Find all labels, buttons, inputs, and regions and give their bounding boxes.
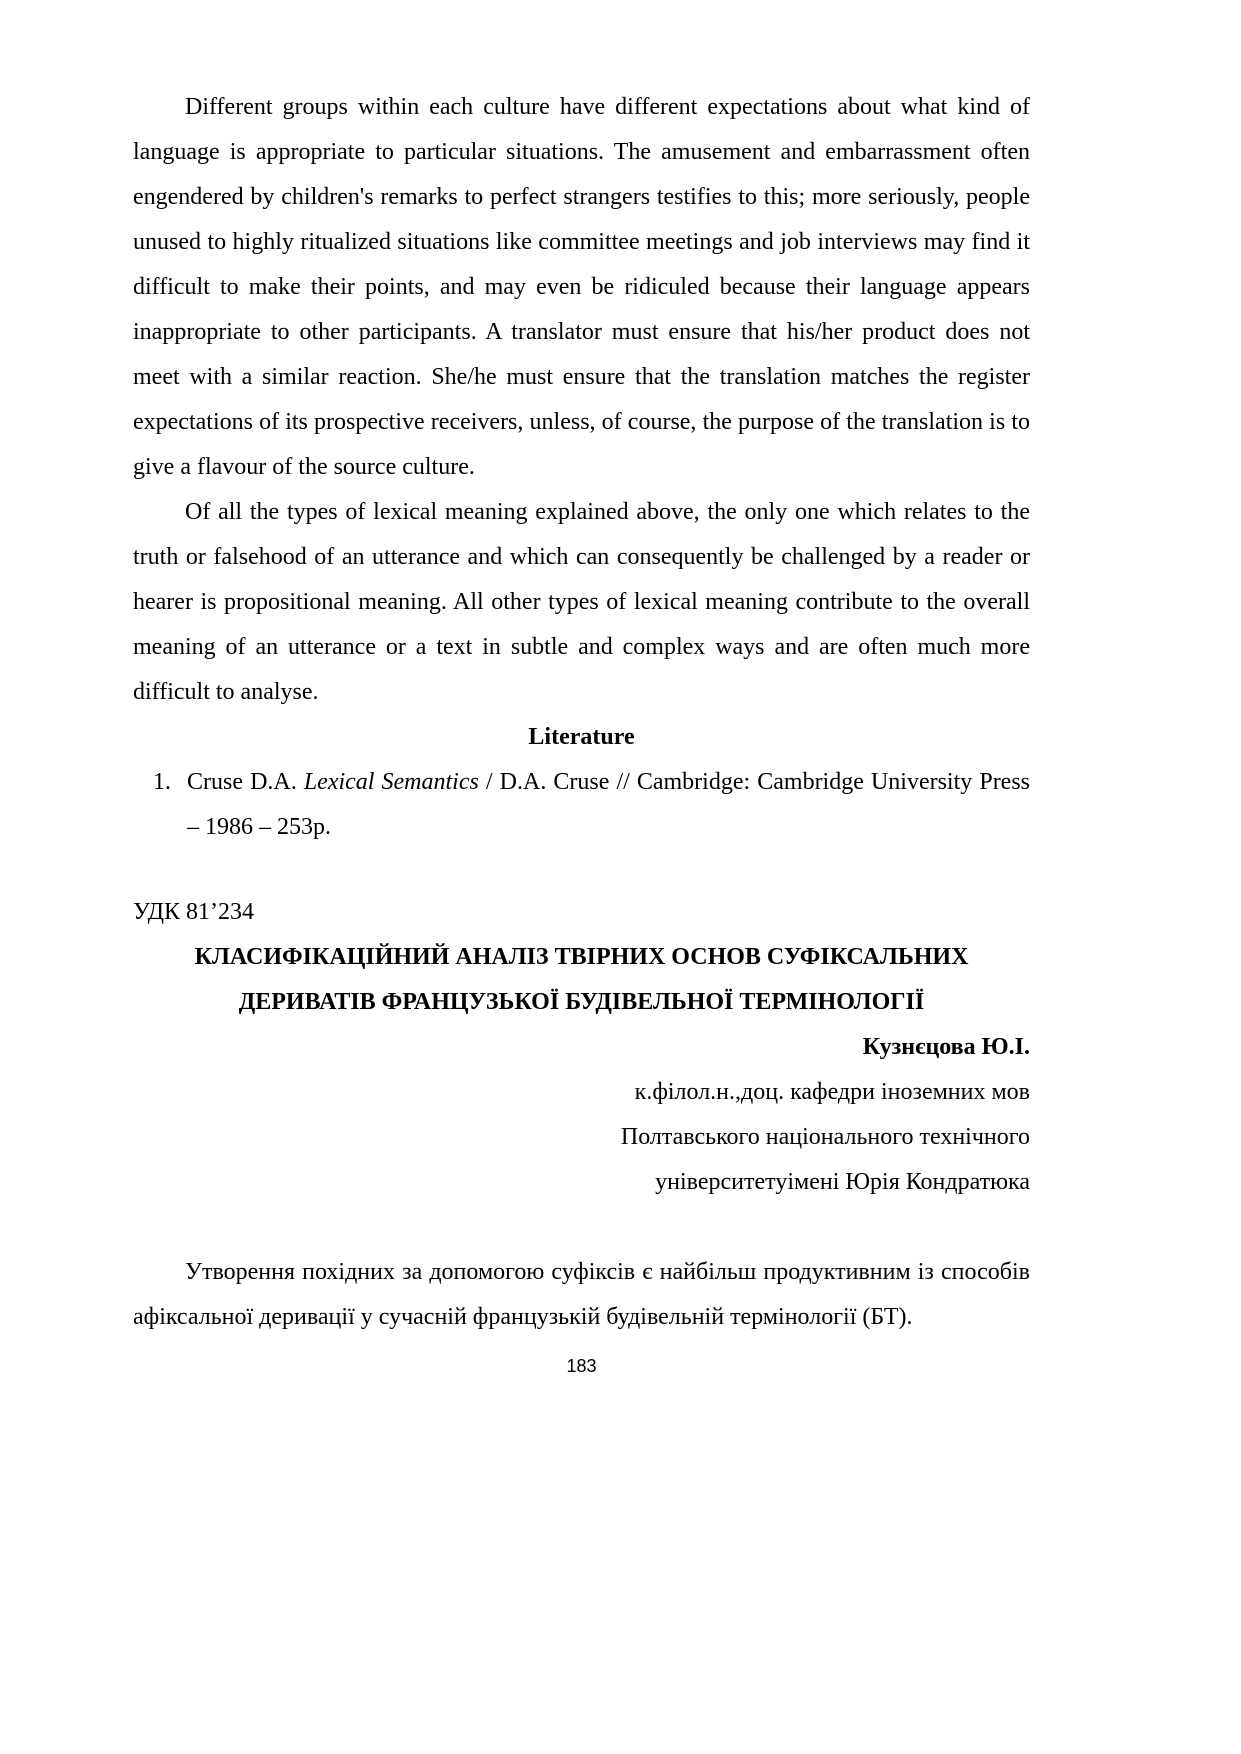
page-number: 183 — [566, 1356, 597, 1376]
reference-item — [133, 760, 1030, 850]
paragraph-ukrainian-abstract: Утворення похідних за допомогою суфіксів є найбільш продуктивним із способів афіксальної деривації у сучасній французькій будівельній термінології (БТ). — [133, 1259, 1030, 1330]
article-title-line-2: ДЕРИВАТІВ ФРАНЦУЗЬКОЇ БУДІВЕЛЬНОЇ ТЕРМІНОЛОГІЇ — [238, 989, 925, 1015]
literature-heading: Literature — [528, 724, 635, 750]
paragraph-english-1: Different groups within each culture have different expectations about what kind of language is appropriate to particular situations. The amusement and embarrassment often engendered by children's remarks to perfect strangers testifies to this; more seriously, people unused to highly ritualized situations like committee meetings and job interviews may find it difficult to make their points, and may even be ridiculed because their language appears inappropriate to other participants. A translator must ensure that his/her product does not meet with a similar reaction. She/he must ensure that the translation matches the register expectations of its prospective receivers, unless, of course, the purpose of the translation is to give a flavour of the source culture. — [133, 94, 1030, 480]
reference-text — [187, 760, 1030, 850]
author-name: Кузнєцова Ю.І. — [862, 1034, 1030, 1060]
reference-publisher: / D.A. Cruse // Cambridge: Cambridge University Press – 1986 – 253p. — [187, 769, 1031, 840]
paragraph-english-2: Of all the types of lexical meaning explained above, the only one which relates to the truth or falsehood of an utterance and which can consequently be challenged by a reader or hearer is propositional meaning. All other types of lexical meaning contribute to the overall meaning of an utterance or a text in subtle and complex ways and are often much more difficult to analyse. — [133, 499, 1030, 705]
reference-author: Cruse D.A. — [187, 769, 304, 795]
affiliation-line-3: університетуімені Юрія Кондратюка — [655, 1169, 1030, 1195]
reference-title-italic: Lexical Semantics — [303, 769, 479, 795]
reference-number: 1. — [153, 769, 171, 795]
affiliation-line-1: к.філол.н.,доц. кафедри іноземних мов — [634, 1079, 1030, 1105]
article-title-line-1: КЛАСИФІКАЦІЙНИЙ АНАЛІЗ ТВІРНИХ ОСНОВ СУФІКСАЛЬНИХ — [194, 944, 969, 970]
affiliation-line-2: Полтавського національного технічного — [620, 1124, 1030, 1150]
udk-code: УДК 81’234 — [133, 899, 254, 925]
